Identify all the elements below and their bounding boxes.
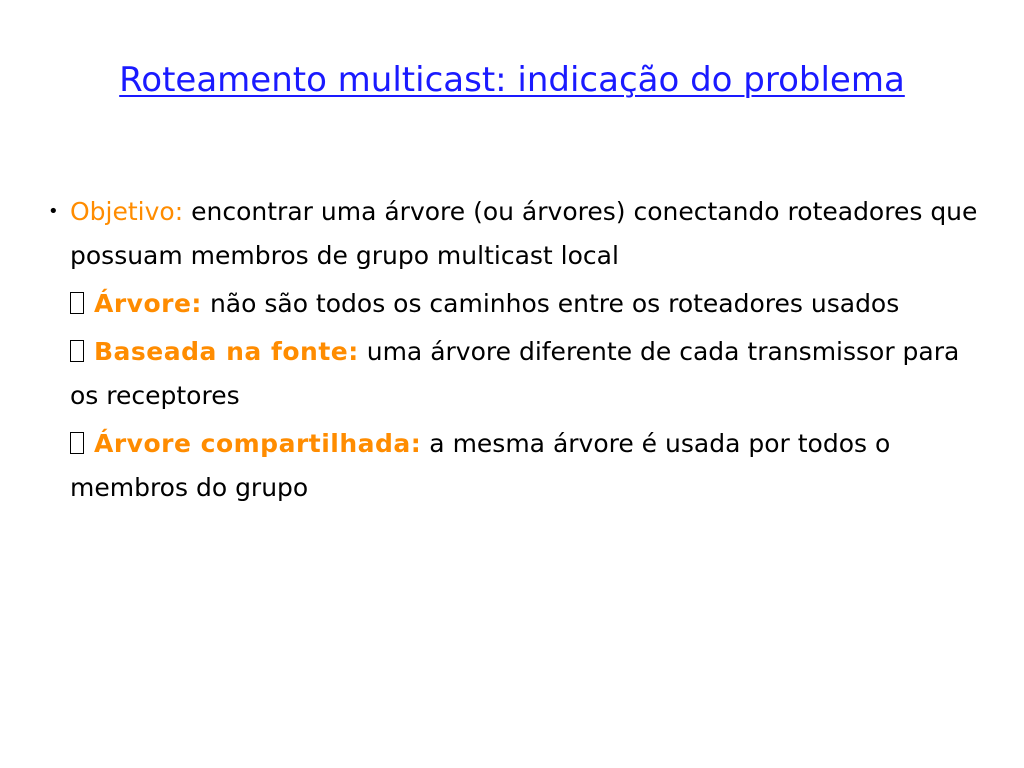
sub-item-text: a mesma árvore é usada por todos o membros do grupo	[70, 429, 891, 502]
sub-item-text: uma árvore diferente de cada transmissor para os receptores	[70, 337, 960, 410]
objective-text: encontrar uma árvore (ou árvores) conectando roteadores que possuam membros de grupo multicast local	[70, 197, 978, 270]
sub-list	[48, 282, 978, 510]
square-box-icon	[70, 432, 84, 454]
sub-item-arvore-compartilhada	[70, 422, 978, 510]
bullet-objective-text-wrap	[70, 190, 978, 278]
slide-content	[48, 190, 978, 514]
square-box-icon	[70, 292, 84, 314]
bullet-objective	[48, 190, 978, 278]
sub-item-baseada-na-fonte	[70, 330, 978, 418]
sub-item-label: Baseada na fonte:	[94, 337, 359, 366]
slide-title: Roteamento multicast: indicação do problema	[119, 60, 905, 100]
sub-item-arvore	[70, 282, 978, 326]
sub-item-text: não são todos os caminhos entre os roteadores usados	[209, 289, 900, 318]
objective-label: Objetivo:	[70, 197, 184, 226]
sub-item-label: Árvore:	[94, 289, 202, 318]
square-box-icon	[70, 340, 84, 362]
sub-item-label: Árvore compartilhada:	[94, 429, 422, 458]
bullet-dot-icon: •	[48, 201, 59, 222]
